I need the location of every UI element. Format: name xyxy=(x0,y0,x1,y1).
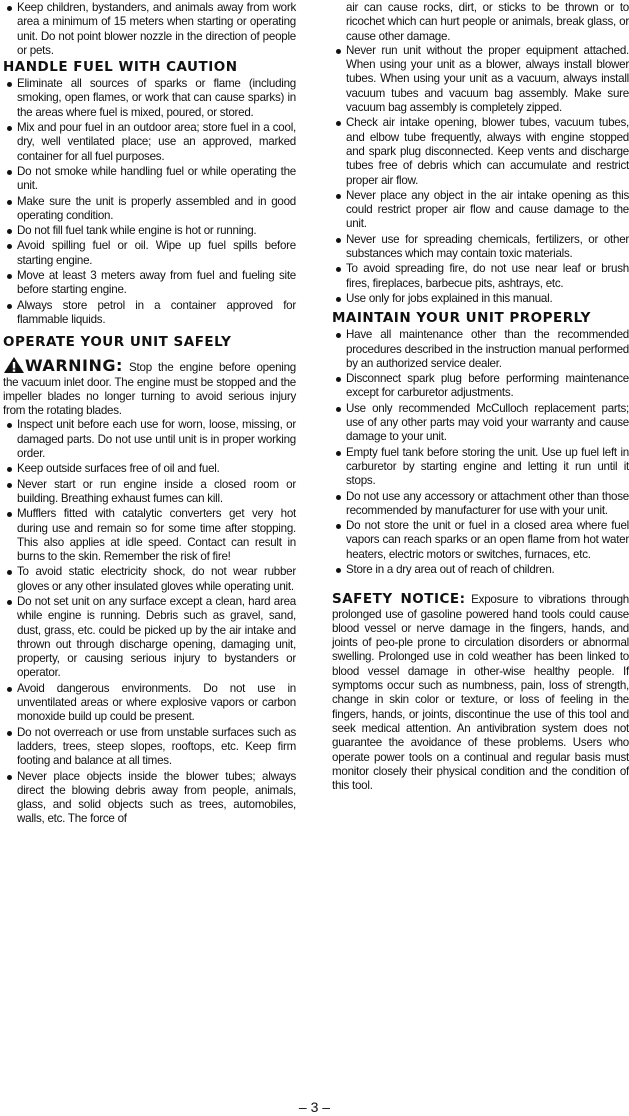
bullet-icon xyxy=(336,333,341,338)
list-item: Do not set unit on any surface except a clean, hard area while engine is running. Debris such as gravel, sand, dust, grass, etc. could be picked up by the air intake and thrown out through discharge opening, damaging unit, property, or causing serious injury to bystanders or operator. xyxy=(3,595,296,681)
bullet-icon xyxy=(7,467,12,472)
list-item: Keep outside surfaces free of oil and fuel. xyxy=(3,462,296,476)
list-item: Store in a dry area out of reach of children. xyxy=(332,563,629,577)
list-item: Check air intake opening, blower tubes, vacuum tubes, and elbow tube frequently, always with engine stopped and spark plug disconnected. Keep vents and discharge tubes free of debris which can accumulate and restrict proper air flow. xyxy=(332,116,629,187)
bullet-icon xyxy=(7,600,12,605)
bullet-icon xyxy=(7,687,12,692)
bullet-icon xyxy=(336,238,341,243)
bullet-icon xyxy=(7,731,12,736)
section-heading-maintain: MAINTAIN YOUR UNIT PROPERLY xyxy=(332,310,591,327)
list-item: Disconnect spark plug before performing maintenance except for carburetor adjustments. xyxy=(332,372,629,401)
fuel-list xyxy=(3,77,296,327)
bullet-icon xyxy=(336,568,341,573)
list-item: Eliminate all sources of sparks or flame (including smoking, open flames, or work that can cause sparks) in the areas where fuel is mixed, poured, or stored. xyxy=(3,77,296,120)
bullet-icon xyxy=(336,49,341,54)
section-heading-operate: OPERATE YOUR UNIT SAFELY xyxy=(3,334,232,351)
bullet-icon xyxy=(7,82,12,87)
list-item: Always store petrol in a container approved for flammable liquids. xyxy=(3,299,296,328)
operate-list-continued xyxy=(332,44,629,306)
bullet-icon xyxy=(7,512,12,517)
top-list xyxy=(3,1,296,58)
list-item: Empty fuel tank before storing the unit. Use up fuel left in carburetor by starting engine and letting it run until it stops. xyxy=(332,446,629,489)
list-item: Do not fill fuel tank while engine is hot or running. xyxy=(3,224,296,238)
bullet-icon xyxy=(7,200,12,205)
operate-list xyxy=(3,418,296,826)
list-item: Never run unit without the proper equipment attached. When using your unit as a blower, always install blower tubes. When using your unit as a vacuum, always install vacuum tubes and vacuum bag assembly. Make sure vacuum bag assembly is completely zipped. xyxy=(332,44,629,115)
bullet-icon xyxy=(7,775,12,780)
list-item: Do not store the unit or fuel in a closed area where fuel vapors can reach sparks or an open flame from hot water heaters, electric motors or switches, furnaces, etc. xyxy=(332,519,629,562)
safety-notice-label: SAFETY NOTICE: xyxy=(332,591,466,608)
section-heading-fuel: HANDLE FUEL WITH CAUTION xyxy=(3,59,238,76)
list-item: Do not overreach or use from unstable surfaces such as ladders, trees, steep slopes, rooftops, etc. Keep firm footing and balance at all times. xyxy=(3,726,296,769)
warning-label: WARNING: xyxy=(25,356,123,376)
list-item: Have all maintenance other than the recommended procedures described in the instruction manual performed by an authorized service dealer. xyxy=(332,328,629,371)
bullet-icon xyxy=(7,229,12,234)
bullet-icon xyxy=(7,274,12,279)
bullet-icon xyxy=(7,244,12,249)
list-item: To avoid static electricity shock, do not wear rubber gloves or any other insulated gloves while operating unit. xyxy=(3,565,296,594)
list-item: Use only for jobs explained in this manual. xyxy=(332,292,629,306)
bullet-icon xyxy=(7,423,12,428)
bullet-icon xyxy=(7,570,12,575)
list-item: Never use for spreading chemicals, fertilizers, or other substances which may contain toxic materials. xyxy=(332,233,629,262)
bullet-icon xyxy=(336,495,341,500)
list-item: To avoid spreading fire, do not use near leaf or brush fires, fireplaces, barbecue pits, ashtrays, etc. xyxy=(332,262,629,291)
bullet-icon xyxy=(336,524,341,529)
bullet-icon xyxy=(336,194,341,199)
page-number: – 3 – xyxy=(298,1099,331,1115)
list-item: Avoid spilling fuel or oil. Wipe up fuel spills before starting engine. xyxy=(3,239,296,268)
bullet-icon xyxy=(7,483,12,488)
list-item: Avoid dangerous environments. Do not use in unventilated areas or where explosive vapors or carbon monoxide build up could be present. xyxy=(3,682,296,725)
list-item: Never place any object in the air intake opening as this could restrict proper air flow and cause damage to the unit. xyxy=(332,189,629,232)
bullet-icon xyxy=(7,304,12,309)
bullet-icon xyxy=(7,6,12,11)
list-item: Keep children, bystanders, and animals away from work area a minimum of 15 meters when starting or operating unit. Do not point blower nozzle in the direction of people or pets. xyxy=(3,1,296,58)
bullet-icon xyxy=(7,126,12,131)
list-item: Do not smoke while handling fuel or while operating the unit. xyxy=(3,165,296,194)
left-column xyxy=(3,1,296,828)
bullet-icon xyxy=(336,377,341,382)
list-item: Use only recommended McCulloch replacement parts; use of any other parts may void your warranty and cause damage to your unit. xyxy=(332,402,629,445)
bullet-icon xyxy=(336,121,341,126)
safety-notice-text: Exposure to vibrations through prolonged use of gasoline powered hand tools could cause blood vessel or nerve damage in the fingers, hands, and joints of peo-ple prone to circulation disorders or abnormal swelling. Prolonged use in cold weather has been linked to blood vessel damage in other-wise healthy people. If symptoms occur such as numbness, pain, loss of strength, change in skin color or texture, or loss of feeling in the fingers, hands, or joints, discontinue the use of this tool and seek medical attention. An antivibration system does not guarantee the avoidance of these problems. Users who operate power tools on a continual and regular basis must monitor closely their physical condition and the condition of this tool. xyxy=(332,593,629,793)
warning-text: Stop the engine before opening the vacuum inlet door. The engine must be stopped and the impeller blades no longer turning to avoid serious injury from the rotating blades. xyxy=(3,361,296,418)
list-item: Mix and pour fuel in an outdoor area; store fuel in a cool, dry, well ventilated place; use an approved, marked container for all fuel purposes. xyxy=(3,121,296,164)
maintain-list xyxy=(332,328,629,577)
list-item: Make sure the unit is properly assembled and in good operating condition. xyxy=(3,195,296,224)
list-item: Move at least 3 meters away from fuel and fueling site before starting engine. xyxy=(3,269,296,298)
list-item: Never start or run engine inside a closed room or building. Breathing exhaust fumes can kill. xyxy=(3,478,296,507)
bullet-icon xyxy=(7,170,12,175)
bullet-icon xyxy=(336,297,341,302)
bullet-icon xyxy=(336,407,341,412)
continuation-text: air can cause rocks, dirt, or sticks to be thrown or to ricochet which can hurt people or animals, break glass, or cause other damage. xyxy=(346,1,629,43)
list-item: Do not use any accessory or attachment other than those recommended by manufacturer for use with your unit. xyxy=(332,490,629,519)
bullet-icon xyxy=(336,267,341,272)
list-item: Mufflers fitted with catalytic converters get very hot during use and remain so for some time after stopping. This also applies at idle speed. Contact can result in burns to the skin. Remember the risk of fire! xyxy=(3,507,296,564)
warning-triangle-icon xyxy=(3,356,25,374)
list-item: Inspect unit before each use for worn, loose, missing, or damaged parts. Do not use until unit is in proper working order. xyxy=(3,418,296,461)
right-column xyxy=(332,1,629,793)
bullet-icon xyxy=(336,451,341,456)
safety-notice xyxy=(332,592,629,793)
warning-paragraph xyxy=(3,356,296,418)
list-item: Never place objects inside the blower tubes; always direct the blowing debris away from people, animals, glass, and solid objects such as trees, automobiles, walls, etc. The force of xyxy=(3,770,296,827)
